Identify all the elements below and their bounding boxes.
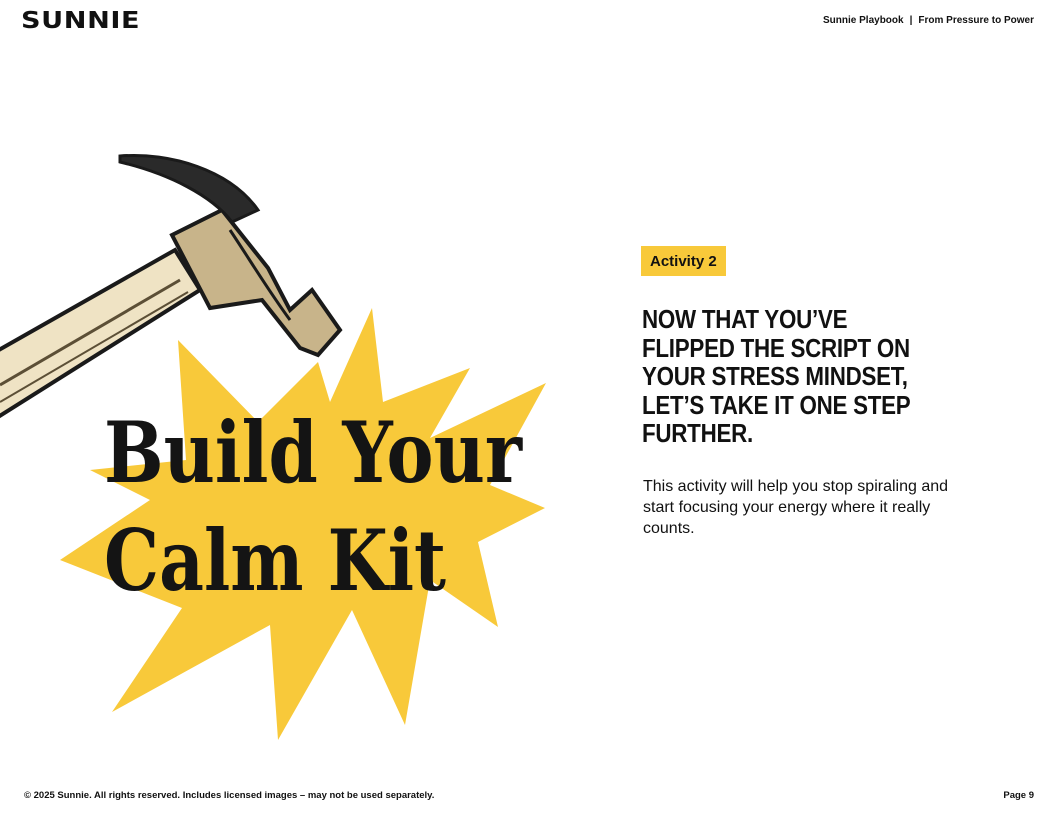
- hammer-claw: [120, 155, 258, 222]
- hero-artwork: [0, 140, 600, 760]
- copyright-notice: © 2025 Sunnie. All rights reserved. Includes licensed images – may not be used separately.: [24, 790, 435, 801]
- hammer-icon: [0, 155, 340, 422]
- running-header: [823, 15, 1034, 26]
- hero-illustration: [0, 140, 600, 760]
- hammer-handle: [0, 250, 200, 422]
- brand-logo: SUNNIE: [21, 8, 141, 34]
- hero-title-line-2: Calm Kit: [104, 511, 447, 610]
- publication-subtitle: From Pressure to Power: [918, 15, 1034, 26]
- publication-title: Sunnie Playbook: [823, 15, 904, 26]
- header-separator: |: [909, 15, 913, 26]
- page-number: Page 9: [1003, 790, 1034, 801]
- hammer-head: [172, 210, 340, 355]
- hero-title-line-1: Build Your: [104, 403, 524, 502]
- activity-description: This activity will help you stop spiraling and start focusing your energy where it really counts.: [643, 478, 949, 537]
- activity-badge: Activity 2: [641, 246, 726, 276]
- activity-heading: NOW THAT YOU’VE FLIPPED THE SCRIPT ON YOUR STRESS MINDSET, LET’S TAKE IT ONE STEP FURTHER.: [642, 304, 911, 448]
